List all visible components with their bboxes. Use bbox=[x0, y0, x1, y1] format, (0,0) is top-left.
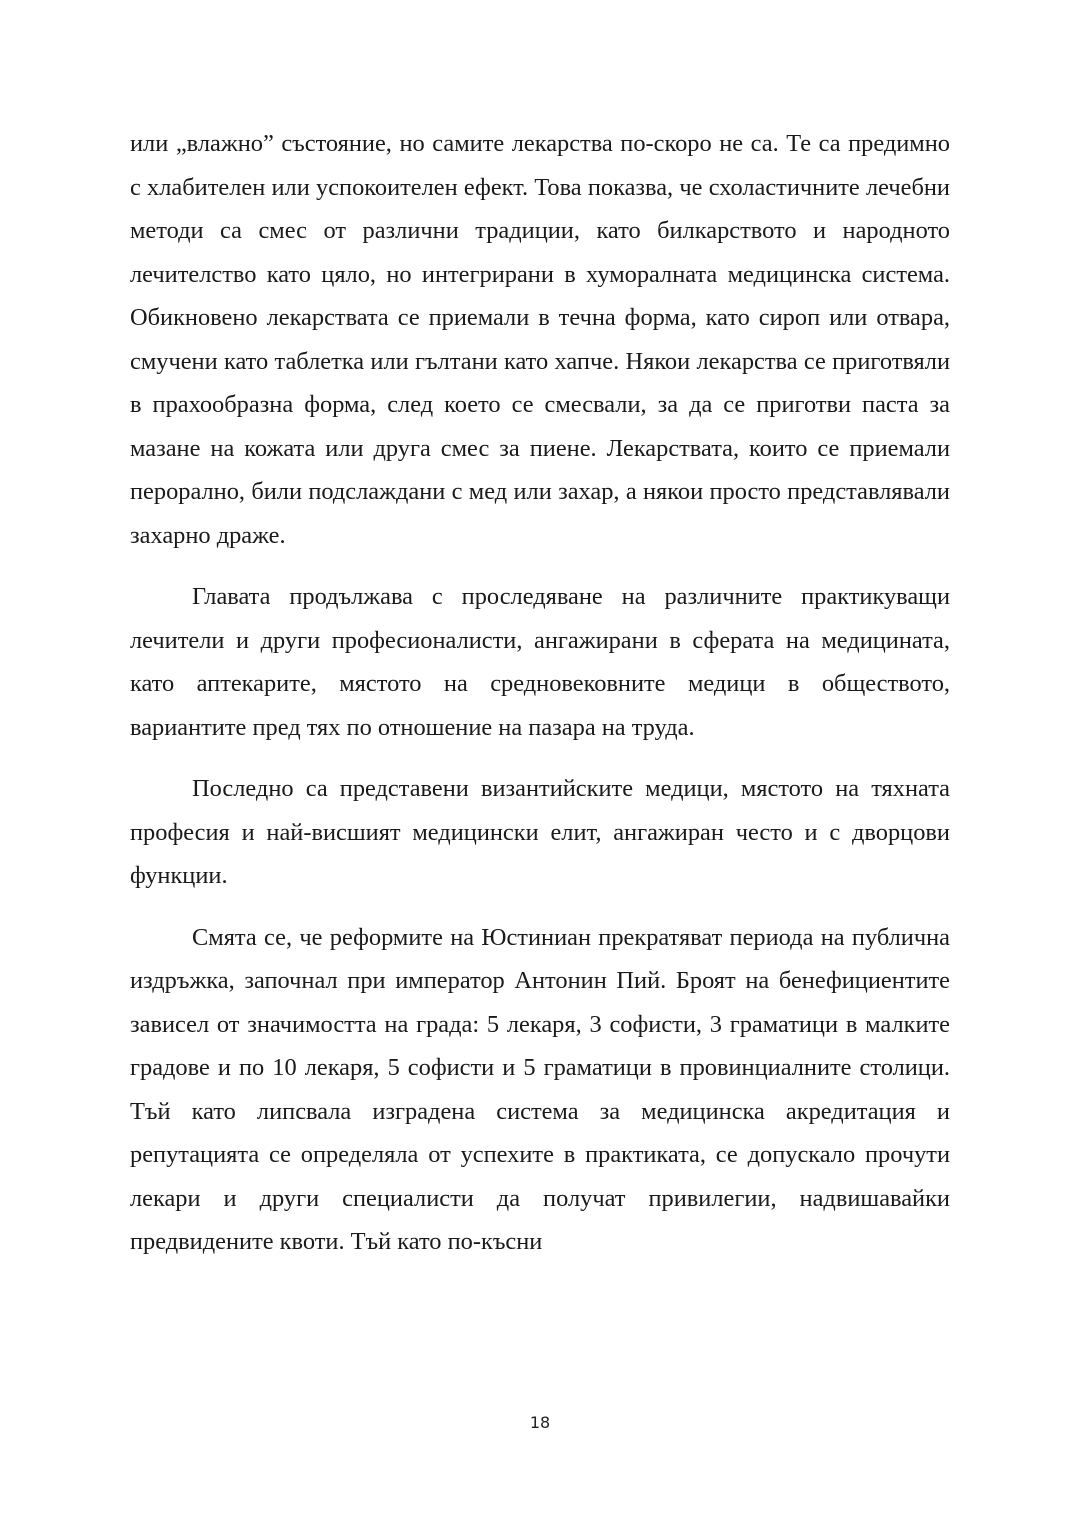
page-number: 18 bbox=[529, 1413, 551, 1432]
paragraph-continuation: или „влажно” състояние, но самите лекарства по-скоро не са. Те са предимно с хлабителен или успокоителен ефект. Това показва, че схоластичните лечебни методи са смес от различни традиции, като билкарството и народното лечителство като цяло, но интегрирани в хуморалната медицинска система. Обикновено лекарствата се приемали в течна форма, като сироп или отвара, смучени като таблетка или гълтани като хапче. Някои лекарства се приготвяли в прахообразна форма, след което се смесвали, за да се приготви паста за мазане на кожата или друга смес за пиене. Лекарствата, които се приемали перорално, били подслаждани с мед или захар, а някои просто представлявали захарно драже. bbox=[130, 130, 950, 549]
paragraph-byzantine-medics: Последно са представени византийските медици, мястото на тяхната професия и най-висшият медицински елит, ангажиран често и с дворцови функции. bbox=[130, 775, 950, 889]
body-text bbox=[130, 122, 950, 1264]
paragraph-practitioners: Главата продължава с проследяване на различните практикуващи лечители и други професионалисти, ангажирани в сферата на медицината, като аптекарите, мястото на средновековните медици в обществото, вариантите пред тях по отношение на пазара на труда. bbox=[130, 583, 950, 741]
paragraph-justinian-reforms: Смята се, че реформите на Юстиниан прекратяват периода на публична издръжка, започнал при император Антонин Пий. Броят на бенефициентите зависел от значимостта на града: 5 лекаря, 3 софисти, 3 граматици в малките градове и по 10 лекаря, 5 софисти и 5 граматици в провинциалните столици. Тъй като липсвала изградена система за медицинска акредитация и репутацията се определяла от успехите в практиката, се допускало прочути лекари и други специалисти да получат привилегии, надвишавайки предвидените квоти. Тъй като по-късни bbox=[130, 923, 950, 1255]
